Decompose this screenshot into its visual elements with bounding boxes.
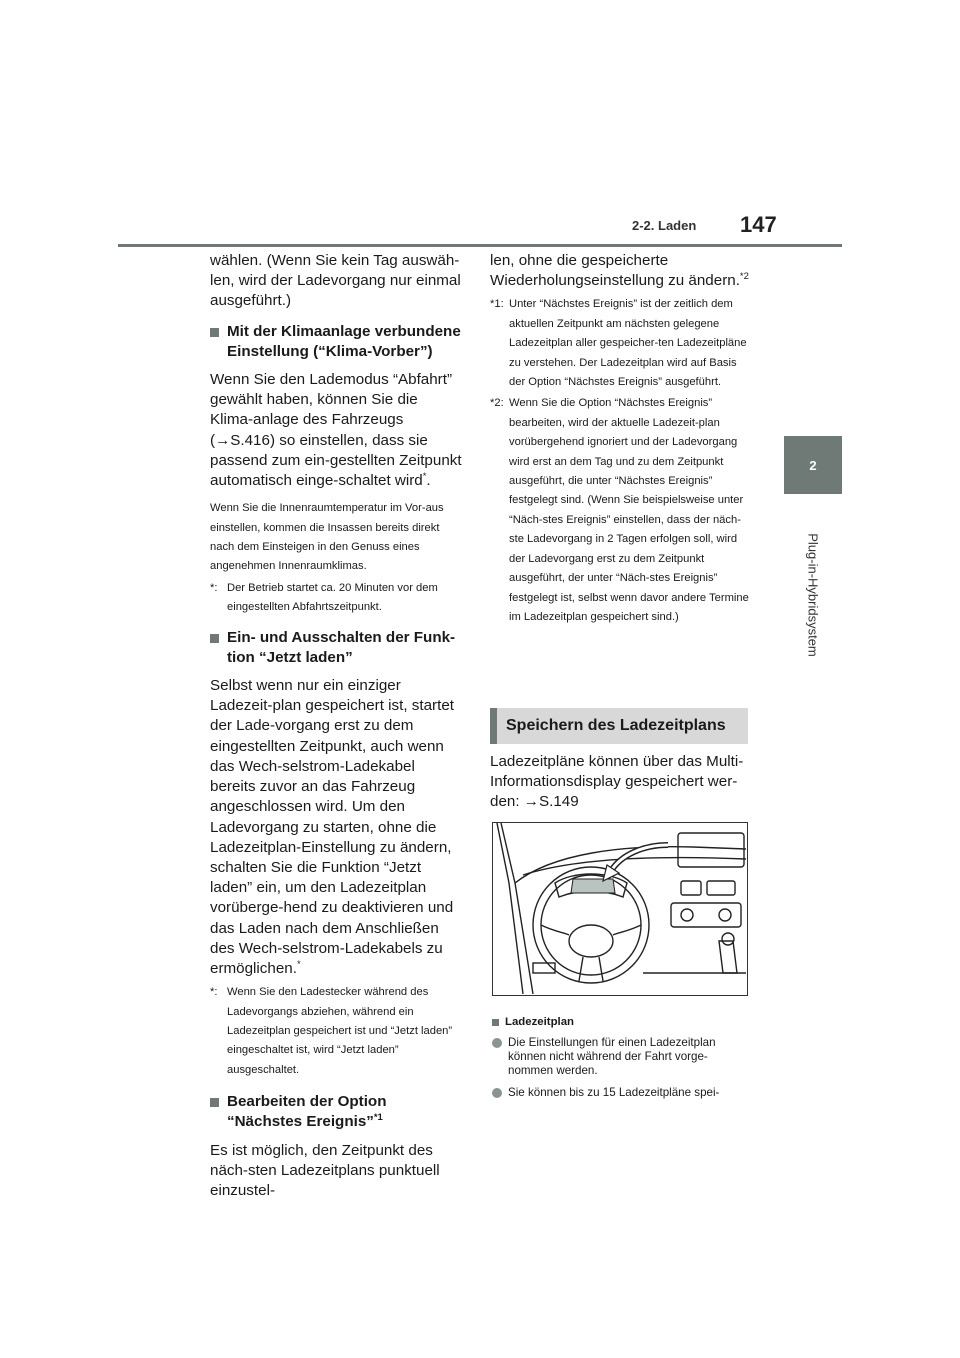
page-reference[interactable]: S.149 — [538, 793, 579, 811]
page-number: 147 — [740, 212, 777, 237]
text: . — [426, 472, 431, 490]
bullet-dot-icon — [492, 1038, 502, 1048]
heading-naechstes-ereignis — [210, 1092, 464, 1132]
notes-heading-text: Ladezeitplan — [505, 1016, 574, 1028]
heading-square-icon — [492, 1019, 499, 1026]
list-item-text: Die Einstellungen für einen Ladezeitplan können nicht während der Fahrt vorge-nommen werden. — [508, 1036, 716, 1077]
list-item — [492, 1086, 752, 1100]
paragraph-klima — [210, 370, 464, 491]
chapter-title: Plug-in-Hybridsystem — [805, 533, 821, 657]
footnote-mark: *: — [210, 986, 218, 999]
heading-square-icon — [210, 328, 219, 337]
header-rule — [118, 244, 842, 247]
chapter-number: 2 — [809, 457, 817, 473]
left-column — [210, 251, 464, 1201]
steering-wheel-illustration — [493, 823, 746, 994]
notes-heading — [492, 1016, 752, 1028]
heading-square-icon — [210, 634, 219, 643]
text: ) so einstellen, dass sie passend zum ein-gestellten Zeitpunkt automatisch einge-schaltet wird — [210, 431, 462, 490]
footnote-mark: *1: — [490, 298, 504, 311]
heading-text: Mit der Klimaanlage verbundene Einstellung (“Klima-Vorber”) — [227, 322, 461, 360]
arrow-icon: → — [215, 431, 231, 449]
list-item-text: Sie können bis zu 15 Ladezeitpläne spei- — [508, 1086, 720, 1099]
paragraph-continued — [490, 251, 752, 291]
right-column — [490, 251, 752, 627]
footnote — [490, 295, 752, 392]
footnote-mark: *2 — [739, 270, 749, 282]
heading-jetzt-laden — [210, 628, 464, 668]
text: Bearbeiten der Option “Nächstes Ereignis” — [227, 1093, 387, 1131]
footnote-text: Der Betrieb startet ca. 20 Minuten vor dem eingestellten Abfahrtszeitpunkt. — [227, 581, 438, 614]
page-reference[interactable]: S.416 — [230, 431, 270, 449]
a-pillar — [501, 823, 533, 994]
text: Selbst wenn nur ein einziger Ladezeit-plan gespeichert ist, startet der Lade-vorgang erst zu dem eingestellten Zeitpunkt, auch wenn das Wech-selstrom-Ladekabel bereits zuvor an das Fahrzeug angeschlossen wird. Um den Ladevorgang zu starten, ohne die Ladezeitplan-Einstellung zu ändern, schalten Sie die Funktion “Jetzt laden” ein, um den Ladezeitplan vorüberge-hend zu deaktivieren und das Laden nach dem Anschließen des Wech-selstrom-Ladekabels zu ermöglichen. — [210, 677, 454, 977]
section-label: 2-2. Laden — [632, 218, 697, 233]
text: Wenn Sie den Lademodus “Abfahrt” gewählt haben, können Sie die Klima-anlage des Fahrzeugs ( — [210, 371, 453, 449]
footnote-mark: * — [422, 469, 427, 481]
footnote-mark: * — [296, 957, 301, 969]
footnote — [210, 983, 464, 1080]
heading-square-icon — [210, 1098, 219, 1107]
chapter-tab — [784, 436, 842, 494]
heading-text — [227, 1092, 464, 1132]
section-heading-text: Speichern des Ladezeitplans — [506, 717, 726, 734]
footnote — [490, 394, 752, 627]
dashboard-illustration — [492, 822, 748, 996]
footnote-mark: *1 — [373, 1111, 383, 1123]
heading-klima — [210, 322, 464, 362]
bullet-dot-icon — [492, 1088, 502, 1098]
paragraph-naechstes-ereignis: Es ist möglich, den Zeitpunkt des näch-sten Ladezeitplans punktuell einzustel- — [210, 1141, 440, 1199]
footnote-text: Unter “Nächstes Ereignis” ist der zeitlich dem aktuellen Zeitpunkt am nächsten gelegene Ladezeitplan aller gespeicher-ten Ladezeitpläne zu verstehen. Der Ladezeitplan wird auf Basis der Option “Nächstes Ereignis” ausgeführt. — [509, 298, 747, 389]
center-screen — [678, 833, 744, 867]
section-heading — [490, 708, 748, 744]
footnote-mark: *: — [210, 581, 218, 594]
paragraph-jetzt-laden — [210, 676, 464, 979]
footnote-text: Wenn Sie den Ladestecker während des Ladevorgangs abziehen, während ein Ladezeitplan gespeichert ist und “Jetzt laden” eingeschaltet ist, wird “Jetzt laden” ausgeschaltet. — [227, 986, 453, 1076]
footnote-text: Wenn Sie die Option “Nächstes Ereignis” bearbeiten, wird der aktuelle Ladezeit-plan vorübergehend ignoriert und der Ladevorgang wird erst an dem Tag und zu dem Zeitpunkt ausgeführt, die unter “Nächstes Ereignis” festgelegt sind. (Wenn Sie beispielsweise unter “Näch-stes Ereignis” einstellen, dass der näch-ste Ladevorgang in 2 Tagen erfolgen soll, wird der Ladevorgang erst zu dem Zeitpunkt ausgeführt, der unter “Näch-stes Ereignis” festgelegt ist, selbst wenn davor andere Termine im Ladezeitplan gespeichert sind.) — [509, 397, 749, 623]
ladezeitplan-notes — [492, 1016, 752, 1100]
footnote — [210, 579, 464, 618]
heading-text: Ein- und Ausschalten der Funk-tion “Jetzt laden” — [227, 628, 456, 666]
footnote-mark: *2: — [490, 397, 504, 410]
list-item — [492, 1036, 752, 1078]
text: Ladezeitpläne können über das Multi-Informationsdisplay gespeichert wer-den: — [490, 753, 744, 811]
arrow-icon: → — [523, 793, 539, 811]
paragraph-speichern — [490, 752, 752, 813]
text: len, ohne die gespeicherte Wiederholungseinstellung zu ändern. — [490, 252, 740, 290]
intro-paragraph: wählen. (Wenn Sie kein Tag auswäh-len, wird der Ladevorgang nur einmal ausgeführt.) — [210, 252, 461, 310]
small-paragraph: Wenn Sie die Innenraumtemperatur im Vor-aus einstellen, kommen die Insassen bereits direkt nach dem Einsteigen in den Genuss eines angenehmen Innenraumklimas. — [210, 502, 444, 573]
